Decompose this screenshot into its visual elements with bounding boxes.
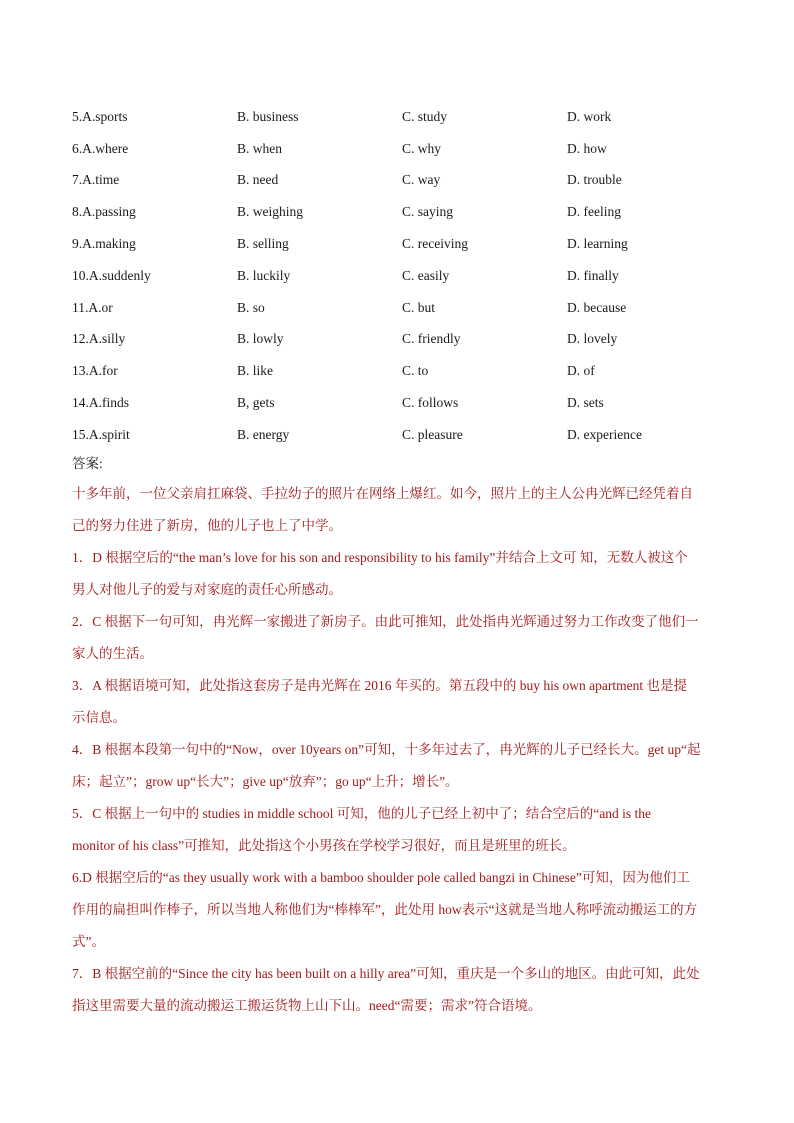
option-d: D. experience <box>567 426 642 442</box>
option-b: B. so <box>237 299 265 315</box>
option-a: 11.A.or <box>72 299 113 315</box>
option-b: B. selling <box>237 236 289 252</box>
option-c: C. but <box>402 299 436 315</box>
option-d: D. finally <box>567 267 619 283</box>
option-c: C. why <box>402 140 442 156</box>
option-d: D. how <box>567 140 607 156</box>
option-b: B. lowly <box>237 331 284 347</box>
option-d: D. feeling <box>567 204 621 220</box>
option-b: B. business <box>237 108 299 124</box>
option-d: D. work <box>567 108 612 124</box>
option-c: C. easily <box>402 267 450 283</box>
answer-line: 指这里需要大量的流动搬运工搬运货物上山下山。need“需要；需求”符合语境。 <box>72 998 542 1013</box>
option-row <box>72 324 732 356</box>
answer-line: 示信息。 <box>72 710 126 725</box>
answer-line: 床；起立”；grow up“长大”；give up“放弃”；go up“上升；增长”。 <box>72 774 459 789</box>
option-d: D. sets <box>567 395 604 411</box>
option-row <box>72 355 732 387</box>
answer-line: 1．D 根据空后的“the man’s love for his son and responsibility to his family”并结合上文可 知，无数人被这个 <box>72 550 688 565</box>
option-row <box>72 165 732 197</box>
option-a: 5.A.sports <box>72 108 128 124</box>
option-c: C. way <box>402 172 441 188</box>
answer-line: 式”。 <box>72 934 105 949</box>
option-a: 12.A.silly <box>72 331 126 347</box>
option-d: D. trouble <box>567 172 622 188</box>
answer-heading: 答案: <box>72 456 103 471</box>
option-d: D. learning <box>567 236 628 252</box>
option-b: B. luckily <box>237 267 291 283</box>
option-b: B. need <box>237 172 279 188</box>
option-row <box>72 292 732 324</box>
answer-line: 3．A 根据语境可知，此处指这套房子是冉光辉在 2016 年买的。第五段中的 buy his own apartment 也是提 <box>72 678 687 693</box>
option-a: 13.A.for <box>72 363 118 379</box>
option-row <box>72 101 732 133</box>
answer-line: 6.D 根据空后的“as they usually work with a bamboo shoulder pole called bangzi in Chinese”可知，因为他们工 <box>72 870 690 885</box>
option-c: C. saying <box>402 204 454 220</box>
answer-line: 己的努力住进了新房，他的儿子也上了中学。 <box>72 518 342 533</box>
answer-line: 2．C 根据下一句可知，冉光辉一家搬进了新房子。由此可推知，此处指冉光辉通过努力工作改变了他们一 <box>72 614 699 629</box>
option-row <box>72 260 732 292</box>
option-d: D. of <box>567 363 595 379</box>
option-a: 10.A.suddenly <box>72 267 151 283</box>
option-a: 6.A.where <box>72 140 129 156</box>
option-a: 9.A.making <box>72 236 136 252</box>
option-a: 7.A.time <box>72 172 120 188</box>
option-b: B. when <box>237 140 282 156</box>
answer-line: monitor of his class”可推知，此处指这个小男孩在学校学习很好，而且是班里的班长。 <box>72 838 576 853</box>
option-b: B. weighing <box>237 204 303 220</box>
option-d: D. because <box>567 299 627 315</box>
option-row <box>72 133 732 165</box>
option-a: 15.A.spirit <box>72 426 130 442</box>
option-a: 8.A.passing <box>72 204 136 220</box>
option-c: C. friendly <box>402 331 461 347</box>
option-d: D. lovely <box>567 331 618 347</box>
answer-line: 男人对他儿子的爱与对家庭的责任心所感动。 <box>72 582 342 597</box>
option-row <box>72 387 732 419</box>
option-row <box>72 419 732 451</box>
option-c: C. pleasure <box>402 426 463 442</box>
option-b: B. energy <box>237 426 290 442</box>
option-a: 14.A.finds <box>72 395 129 411</box>
option-row <box>72 196 732 228</box>
answer-line: 7．B 根据空前的“Since the city has been built on a hilly area”可知，重庆是一个多山的地区。由此可知，此处 <box>72 966 700 981</box>
answer-line: 家人的生活。 <box>72 646 153 661</box>
option-c: C. receiving <box>402 236 468 252</box>
answer-line: 5．C 根据上一句中的 studies in middle school 可知，他的儿子已经上初中了；结合空后的“and is the <box>72 806 651 821</box>
option-b: B. like <box>237 363 273 379</box>
answer-line: 4．B 根据本段第一句中的“Now，over 10years on”可知，十多年过去了，冉光辉的儿子已经长大。get up“起 <box>72 742 701 757</box>
option-c: C. to <box>402 363 429 379</box>
answer-line: 十多年前，一位父亲肩扛麻袋、手拉幼子的照片在网络上爆红。如今，照片上的主人公冉光辉已经凭着自 <box>72 486 693 501</box>
options-list <box>72 101 732 451</box>
option-b: B, gets <box>237 395 275 411</box>
option-row <box>72 228 732 260</box>
answer-line: 作用的扁担叫作棒子，所以当地人称他们为“棒棒军”，此处用 how表示“这就是当地人称呼流动搬运工的方 <box>72 902 698 917</box>
option-c: C. follows <box>402 395 459 411</box>
option-c: C. study <box>402 108 448 124</box>
answer-section <box>72 478 724 1022</box>
